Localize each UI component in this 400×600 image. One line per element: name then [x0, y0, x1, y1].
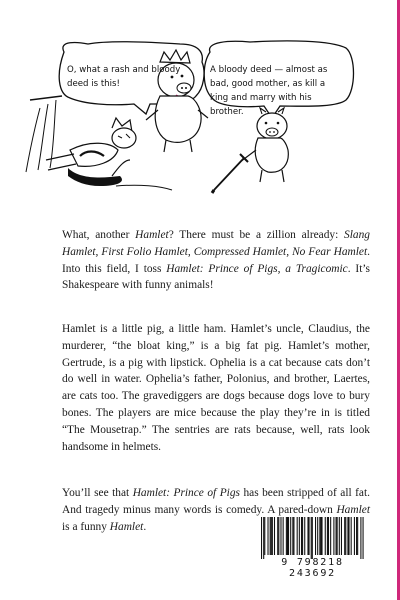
- barcode-bar: [283, 517, 284, 555]
- barcode-bar: [292, 517, 293, 555]
- barcode-bar: [348, 517, 349, 555]
- barcode-bar: [345, 517, 346, 555]
- barcode-bar: [277, 517, 278, 555]
- italic-title-text: Hamlet: Prince of Pigs: [132, 487, 240, 499]
- barcode-bar: [264, 517, 265, 555]
- barcode-bar: [302, 517, 303, 555]
- hamlet-pig-figure: [212, 108, 288, 193]
- barcode-bar: [351, 517, 352, 555]
- italic-title-text: Hamlet: [336, 503, 370, 516]
- body-text: . It’s Shakespeare with funny animals!: [62, 262, 370, 292]
- cartoon-illustration: [0, 0, 400, 215]
- barcode-bar: [287, 517, 288, 555]
- barcode-bar: [311, 517, 312, 559]
- barcode-bar: [328, 517, 329, 555]
- barcode-bar: [357, 517, 358, 555]
- body-text: ? There must be a zillion already:: [168, 229, 345, 241]
- barcode-bar: [321, 517, 322, 555]
- italic-title-text: Hamlet: [109, 520, 144, 533]
- blurb-paragraph-characters: [62, 321, 370, 455]
- barcode-bar: [288, 517, 289, 555]
- body-text: You’ll see that: [62, 487, 133, 499]
- barcode-bar: [299, 517, 300, 555]
- barcode-bar: [344, 517, 345, 555]
- barcode-bar: [270, 517, 271, 555]
- barcode-bar: [320, 517, 321, 555]
- body-text: has been stripped of all fat. And tragedy minus many words is comedy. A pared-down: [62, 487, 370, 516]
- barcode-bar: [363, 517, 364, 559]
- barcode-bar: [304, 517, 305, 555]
- barcode-bar: [354, 517, 355, 555]
- body-text: Hamlet is a little pig, a little ham. Hamlet’s uncle, Claudius, the murderer, “the bloat king,” is a big fat pig. Hamlet’s mother, Gertrude, is a pig with lipstick. Ophelia is a cat because cats don’t do well in water. Ophelia’s father, Polonius, and brother, Laertes, are cats too. The gravediggers are dogs because dogs love to bury bones. The players are mice because the play they’re in is titled “The Mousetrap.” The sentries are rats because, well, rats look handsome in helmets.: [62, 323, 370, 453]
- barcode-bar: [297, 517, 298, 555]
- barcode-bar: [261, 517, 262, 559]
- body-text: . Into this field, I toss: [62, 245, 370, 275]
- barcode-bar: [278, 517, 279, 555]
- italic-title-text: Hamlet: [135, 229, 169, 241]
- barcode-bar: [315, 517, 316, 555]
- body-text: What, another: [62, 229, 136, 241]
- barcode-bar: [336, 517, 337, 555]
- barcode-bar: [327, 517, 328, 555]
- barcode-bar: [325, 517, 326, 555]
- barcode-bar: [360, 517, 361, 559]
- barcode-bar: [280, 517, 281, 555]
- body-text: is a funny: [62, 520, 110, 533]
- barcode-bar: [301, 517, 302, 555]
- blurb-paragraph-intro: [62, 227, 370, 294]
- barcode-bar: [341, 517, 342, 555]
- barcode-bar: [330, 517, 331, 555]
- barcode-bar: [317, 517, 318, 555]
- barcode-bar: [293, 517, 294, 555]
- barcode-bar: [319, 517, 320, 555]
- italic-title-text: Slang Hamlet, First Folio Hamlet, Compressed Hamlet, No Fear Hamlet: [62, 229, 370, 258]
- body-text: .: [143, 520, 147, 533]
- barcode-bar: [286, 517, 287, 555]
- barcode-bar: [337, 517, 338, 555]
- barcode-bar: [274, 517, 275, 555]
- barcode-bar: [307, 517, 308, 555]
- isbn-number: 9 798218 243692: [281, 557, 344, 579]
- barcode-bar: [312, 517, 313, 559]
- barcode-bar: [333, 517, 334, 555]
- barcode-bar: [267, 517, 268, 555]
- hamlet-speech-text: A bloody deed — almost as bad, good mother, as kill a king and marry with his brother.: [210, 65, 328, 117]
- barcode-bar: [271, 517, 272, 555]
- barcode-bar: [272, 517, 273, 555]
- gertrude-speech-text: O, what a rash and bloody deed is this!: [67, 65, 181, 89]
- barcode-bar: [356, 517, 357, 555]
- italic-title-text: Hamlet: Prince of Pigs, a Tragicomic: [166, 262, 348, 275]
- barcode-bar: [347, 517, 348, 555]
- polonius-cat-figure: [26, 96, 172, 190]
- barcode-bar: [309, 517, 310, 555]
- barcode-bar: [290, 517, 291, 555]
- barcode-bar: [263, 517, 264, 559]
- barcode-bar: [339, 517, 340, 555]
